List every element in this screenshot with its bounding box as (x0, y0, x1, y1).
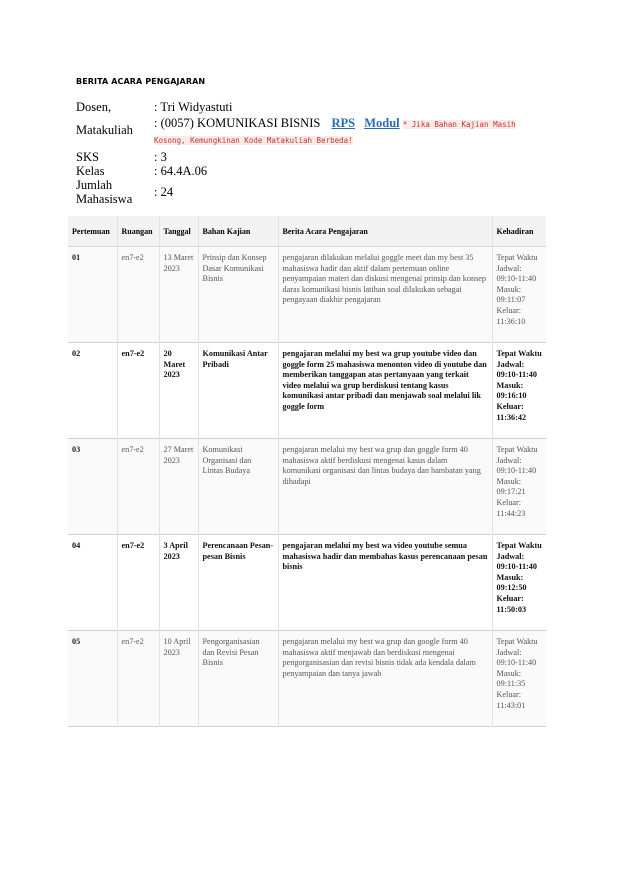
sks-row (76, 150, 546, 164)
cell-kehadiran: Tepat Waktu Jadwal: 09:10-11:40 Masuk: 09:16:10 Keluar: 11:36:42 (496, 349, 542, 422)
cell-tanggal: 10 April 2023 (159, 631, 198, 727)
kelas-value: : 64.4A.06 (154, 164, 208, 178)
cell-ruangan: en7-e2 (117, 247, 159, 343)
cell-kehadiran: Tepat Waktu Jadwal: 09:10-11:40 Masuk: 09:11:35 Keluar: 11:43:01 (492, 631, 546, 727)
table-row (68, 439, 546, 535)
matakuliah-value: : (0057) KOMUNIKASI BISNIS (154, 116, 321, 130)
header-berita-acara: Berita Acara Pengajaran (278, 216, 492, 247)
cell-pertemuan: 05 (68, 631, 117, 727)
cell-berita-acara: pengajaran dilakukan melalui goggle meet dan my best 35 mahasiswa hadir dan aktif dalam pertemuan online penyampaian materi dan diskusi mengenai prinsip dan konsep daras komunikasi bisnis latihan soal dilakukan sebagai pengayaan diakhir pengajaran (278, 247, 492, 343)
document-title: BERITA ACARA PENGAJARAN (76, 77, 206, 86)
cell-ruangan: en7-e2 (117, 535, 159, 631)
cell-tanggal: 20 Maret 2023 (159, 343, 198, 439)
cell-kehadiran: Tepat Waktu Jadwal: 09:10-11:40 Masuk: 09:17:21 Keluar: 11:44:23 (492, 439, 546, 535)
kode-warning: * Jika Bahan Kajian Masih Kosong, Kemungkinan Kode Matakuliah Berbeda! (154, 120, 516, 145)
jumlah-row (76, 178, 546, 206)
kelas-label: Kelas (76, 164, 105, 178)
dosen-row (76, 100, 546, 114)
cell-pertemuan: 01 (68, 247, 117, 343)
cell-bahan-kajian: Komunikasi Organisasi dan Lintas Budaya (198, 439, 278, 535)
cell-bahan-kajian: Prinsip dan Konsep Dasar Komunikasi Bisnis (198, 247, 278, 343)
course-info (76, 100, 546, 206)
rps-link[interactable]: RPS (331, 116, 356, 130)
matakuliah-value-group (154, 116, 546, 148)
cell-ruangan: en7-e2 (117, 343, 159, 439)
header-ruangan: Ruangan (117, 216, 159, 247)
cell-pertemuan: 04 (68, 535, 117, 631)
kelas-row (76, 164, 546, 178)
matakuliah-row (76, 116, 546, 148)
cell-tanggal: 27 Maret 2023 (159, 439, 198, 535)
cell-bahan-kajian: Pengorganisasian dan Revisi Pesan Bisnis (198, 631, 278, 727)
sks-value: : 3 (154, 150, 167, 164)
cell-kehadiran: Tepat Waktu Jadwal: 09:10-11:40 Masuk: 09:11:07 Keluar: 11:36:10 (492, 247, 546, 343)
jumlah-label: Jumlah Mahasiswa (76, 178, 133, 206)
dosen-value: : Tri Widyastuti (154, 100, 233, 114)
header-pertemuan: Pertemuan (68, 216, 117, 247)
cell-bahan-kajian: Komunikasi Antar Pribadi (198, 343, 278, 439)
modul-link[interactable]: Modul (364, 116, 400, 130)
cell-bahan-kajian: Perencanaan Pesan-pesan Bisnis (198, 535, 278, 631)
jumlah-value: : 24 (154, 185, 174, 199)
cell-berita-acara: pengajaran melalui my best wa grup youtube video dan goggle form 25 mahasiswa menonton video di youtube dan memberikan tanggapan atas pertanyaan yang terkait video melalui wa grup berdiskusi tentang kasus komunikasi antar pribadi dan menjawab soal melalui lik goggle form (278, 343, 492, 439)
cell-pertemuan: 03 (68, 439, 117, 535)
table-row (68, 343, 546, 439)
header-tanggal: Tanggal (159, 216, 198, 247)
header-bahan-kajian: Bahan Kajian (198, 216, 278, 247)
cell-ruangan: en7-e2 (117, 631, 159, 727)
cell-berita-acara: pengajaran melalui my best wa grup dan google form 40 mahasiswa aktif menjawab dan berdiskusi mengenai pengorganisasian dan revisi bisnis tidak ada kendala dalam penyampaian dan tanya jawab (278, 631, 492, 727)
cell-tanggal: 3 April 2023 (159, 535, 198, 631)
cell-berita-acara: pengajaran melalui my best wa video youtube semua mahasiswa hadir dan membahas kasus perencanaan pesan bisnis (278, 535, 492, 631)
table-row (68, 247, 546, 343)
table-row (68, 535, 546, 631)
cell-kehadiran: Tepat Waktu Jadwal: 09:10-11:40 Masuk: 09:12:50 Keluar: 11:50:03 (496, 541, 542, 614)
table-header-row (68, 216, 546, 247)
header-kehadiran: Kehadiran (492, 216, 546, 247)
dosen-label: Dosen, (76, 100, 112, 114)
cell-pertemuan: 02 (68, 343, 117, 439)
cell-ruangan: en7-e2 (117, 439, 159, 535)
berita-acara-table (68, 216, 546, 727)
cell-tanggal: 13 Maret 2023 (159, 247, 198, 343)
cell-berita-acara: pengajaran melalui my best wa grup dan goggle form 40 mahasiswa aktif berdiskusi mengenai kasus dalam komunikasi organisasi dan lintas budaya dan hambatan yang dihadapi (278, 439, 492, 535)
sks-label: SKS (76, 150, 99, 164)
table-row (68, 631, 546, 727)
matakuliah-label: Matakuliah (76, 123, 133, 137)
